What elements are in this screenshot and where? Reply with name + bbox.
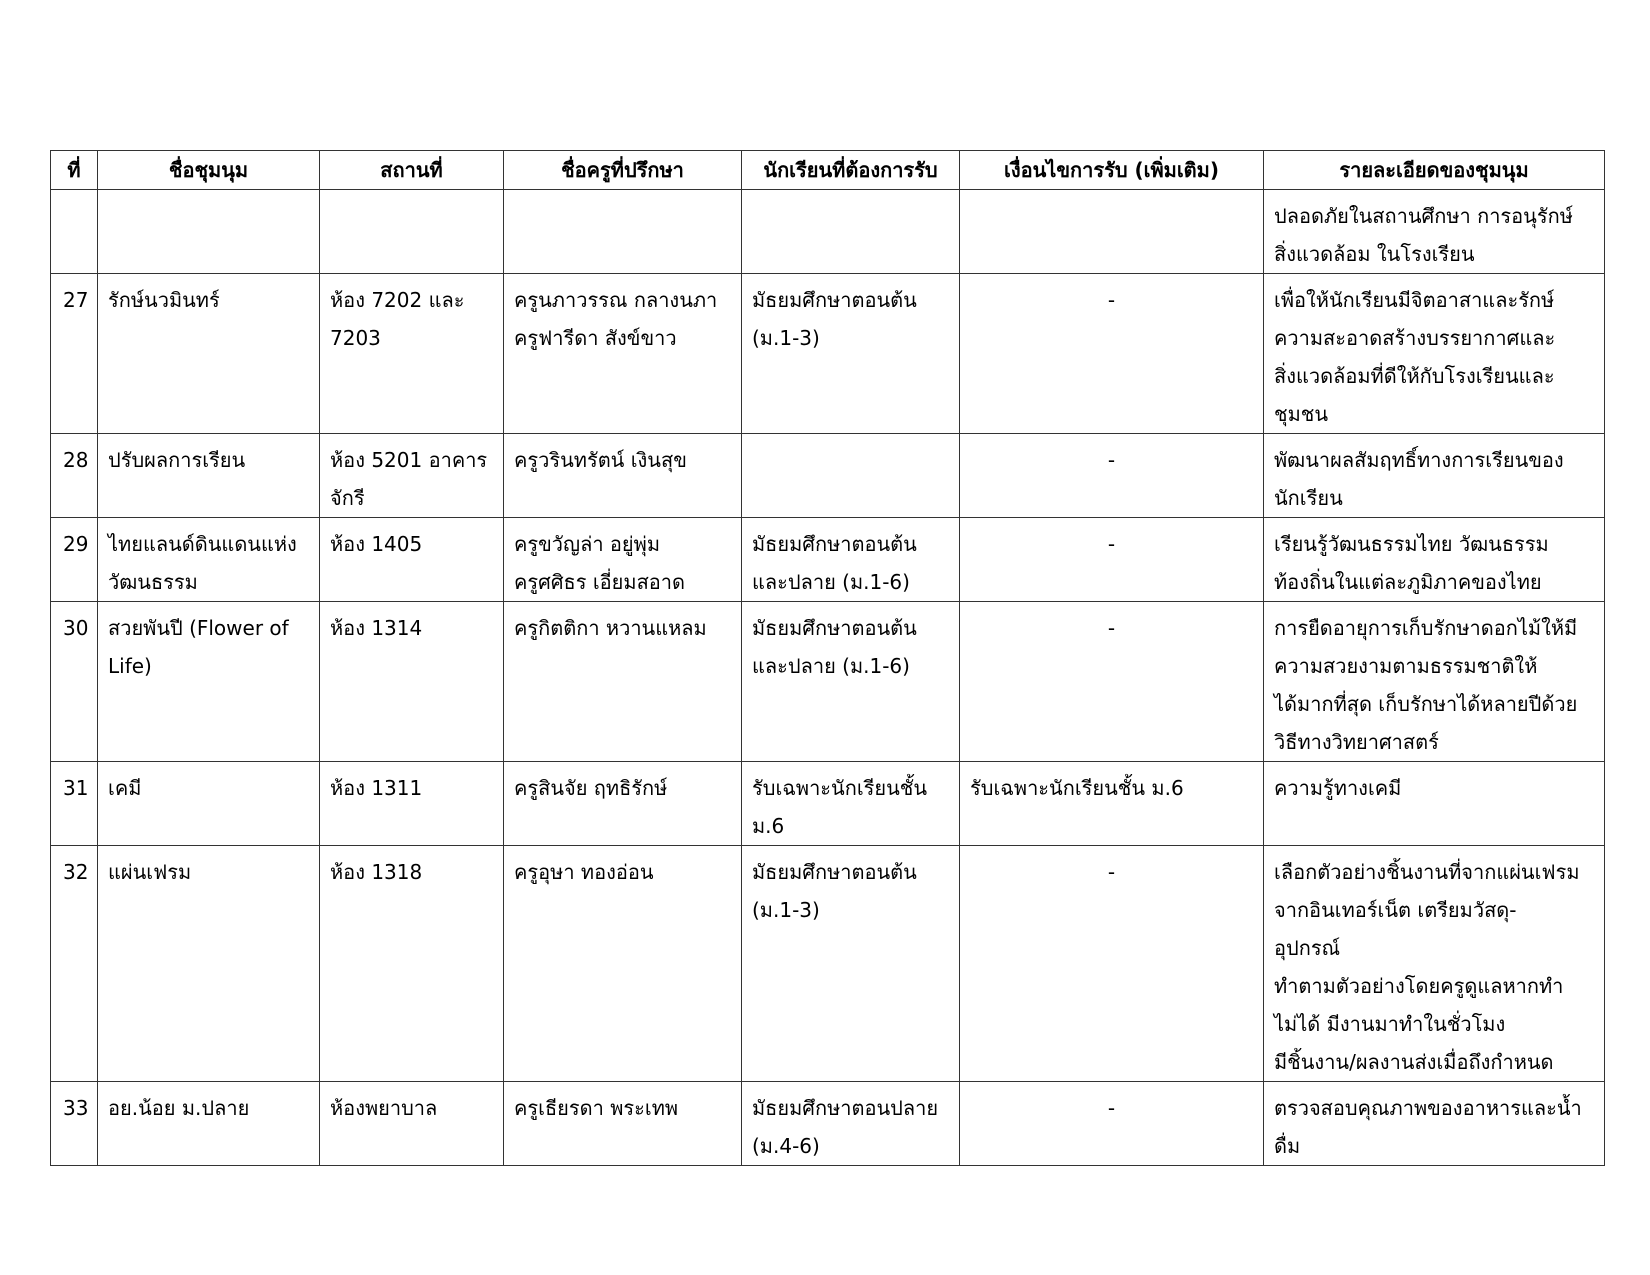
cell-line: ปรับผลการเรียน [108, 448, 246, 472]
cell-line: การยืดอายุการเก็บรักษาดอกไม้ให้มี [1274, 616, 1578, 640]
cell-advisor [504, 274, 742, 434]
cell-no: 31 [51, 762, 98, 846]
cell-no [51, 190, 98, 274]
cell-conditions: - [960, 518, 1264, 602]
cell-line: เรียนรู้วัฒนธรรมไทย วัฒนธรรม [1274, 532, 1549, 556]
cell-no: 29 [51, 518, 98, 602]
cell-line: สวยพันปี (Flower of [108, 616, 289, 640]
cell-location [320, 190, 504, 274]
cell-line: และปลาย (ม.1-6) [752, 570, 910, 594]
cell-line: ครูเธียรดา พระเทพ [514, 1096, 679, 1120]
cell-location [320, 846, 504, 1082]
cell-line: ครูวรินทรัตน์ เงินสุข [514, 448, 687, 472]
cell-details [1264, 1082, 1605, 1166]
cell-line: Life) [108, 654, 152, 678]
table-row [51, 1082, 1605, 1166]
cell-line: วัฒนธรรม [108, 570, 198, 594]
cell-details [1264, 274, 1605, 434]
cell-line: ห้อง 1314 [330, 616, 423, 640]
cell-location [320, 1082, 504, 1166]
cell-students [742, 274, 960, 434]
cell-line: อย.น้อย ม.ปลาย [108, 1096, 250, 1120]
table-row [51, 602, 1605, 762]
cell-details [1264, 602, 1605, 762]
cell-line: มีชิ้นงาน/ผลงานส่งเมื่อถึงกำหนด [1274, 1050, 1554, 1074]
cell-line: ม.6 [752, 814, 785, 838]
cell-line: แผ่นเฟรม [108, 860, 192, 884]
header-students: นักเรียนที่ต้องการรับ [742, 151, 960, 190]
cell-line: ตรวจสอบคุณภาพของอาหารและน้ำ [1274, 1096, 1582, 1120]
cell-club-name [98, 1082, 320, 1166]
cell-no: 30 [51, 602, 98, 762]
cell-line: สิ่งแวดล้อมที่ดีให้กับโรงเรียนและ [1274, 364, 1555, 388]
cell-location [320, 518, 504, 602]
cell-no: 32 [51, 846, 98, 1082]
table-row [51, 190, 1605, 274]
cell-line: ห้อง 5201 อาคาร [330, 448, 488, 472]
cell-students [742, 434, 960, 518]
cell-club-name [98, 602, 320, 762]
cell-advisor [504, 762, 742, 846]
cell-line: ครูศศิธร เอี่ยมสอาด [514, 570, 686, 594]
cell-line: ไม่ได้ มีงานมาทำในชั่วโมง [1274, 1012, 1506, 1036]
cell-no: 27 [51, 274, 98, 434]
cell-line: ครูกิตติกา หวานแหลม [514, 616, 707, 640]
cell-line: (ม.4-6) [752, 1134, 820, 1158]
cell-line: ครูขวัญล่า อยู่พุ่ม [514, 532, 661, 556]
cell-club-name [98, 846, 320, 1082]
cell-line: 7203 [330, 326, 381, 350]
cell-line: และปลาย (ม.1-6) [752, 654, 910, 678]
cell-line: เคมี [108, 776, 142, 800]
cell-line: ครูฟารีดา สังข์ขาว [514, 326, 677, 350]
table-row [51, 274, 1605, 434]
cell-line: ครูสินจัย ฤทธิรักษ์ [514, 776, 668, 800]
cell-conditions: รับเฉพาะนักเรียนชั้น ม.6 [960, 762, 1264, 846]
cell-line: ความรู้ทางเคมี [1274, 776, 1402, 800]
cell-students [742, 762, 960, 846]
cell-line: มัธยมศึกษาตอนต้น [752, 860, 917, 884]
cell-line: ได้มากที่สุด เก็บรักษาได้หลายปีด้วย [1274, 692, 1578, 716]
cell-line: (ม.1-3) [752, 898, 820, 922]
cell-advisor [504, 1082, 742, 1166]
cell-line: ห้อง 7202 และ [330, 288, 465, 312]
header-details: รายละเอียดของชุมนุม [1264, 151, 1605, 190]
cell-conditions [960, 190, 1264, 274]
cell-conditions: - [960, 602, 1264, 762]
cell-advisor [504, 846, 742, 1082]
cell-advisor [504, 602, 742, 762]
cell-line: ท้องถิ่นในแต่ละภูมิภาคของไทย [1274, 570, 1542, 594]
header-club-name: ชื่อชุมนุม [98, 151, 320, 190]
header-advisor: ชื่อครูที่ปรึกษา [504, 151, 742, 190]
cell-line: ดื่ม [1274, 1134, 1301, 1158]
club-table [50, 150, 1605, 1166]
cell-club-name [98, 762, 320, 846]
cell-line: เลือกตัวอย่างชิ้นงานที่จากแผ่นเฟรม [1274, 860, 1580, 884]
cell-conditions: - [960, 434, 1264, 518]
cell-line: ห้องพยาบาล [330, 1096, 438, 1120]
cell-line: สิ่งแวดล้อม ในโรงเรียน [1274, 242, 1475, 266]
cell-line: วิธีทางวิทยาศาสตร์ [1274, 730, 1439, 754]
cell-details [1264, 190, 1605, 274]
cell-line: ไทยแลนด์ดินแดนแห่ง [108, 532, 297, 556]
cell-students [742, 1082, 960, 1166]
cell-no: 28 [51, 434, 98, 518]
cell-line: จักรี [330, 486, 365, 510]
cell-line: ความสวยงามตามธรรมชาติให้ [1274, 654, 1538, 678]
cell-line: มัธยมศึกษาตอนปลาย [752, 1096, 939, 1120]
table-row [51, 434, 1605, 518]
cell-students [742, 190, 960, 274]
header-location: สถานที่ [320, 151, 504, 190]
cell-line: มัธยมศึกษาตอนต้น [752, 532, 917, 556]
cell-line: จากอินเทอร์เน็ต เตรียมวัสดุ- [1274, 898, 1517, 922]
header-no: ที่ [51, 151, 98, 190]
cell-line: รักษ์นวมินทร์ [108, 288, 220, 312]
cell-line: ห้อง 1318 [330, 860, 423, 884]
cell-line: มัธยมศึกษาตอนต้น [752, 616, 917, 640]
cell-line: ทำตามตัวอย่างโดยครูดูแลหากทำ [1274, 974, 1564, 998]
cell-details [1264, 518, 1605, 602]
cell-line: มัธยมศึกษาตอนต้น [752, 288, 917, 312]
table-row [51, 846, 1605, 1082]
cell-line: ห้อง 1405 [330, 532, 423, 556]
cell-advisor [504, 190, 742, 274]
cell-students [742, 518, 960, 602]
cell-conditions: - [960, 846, 1264, 1082]
cell-students [742, 846, 960, 1082]
header-conditions: เงื่อนไขการรับ (เพิ่มเติม) [960, 151, 1264, 190]
cell-line: พัฒนาผลสัมฤทธิ์ทางการเรียนของ [1274, 448, 1564, 472]
cell-club-name [98, 434, 320, 518]
cell-location [320, 274, 504, 434]
cell-conditions: - [960, 1082, 1264, 1166]
cell-line: รับเฉพาะนักเรียนชั้น [752, 776, 928, 800]
cell-line: นักเรียน [1274, 486, 1343, 510]
cell-line: (ม.1-3) [752, 326, 820, 350]
cell-line: ปลอดภัยในสถานศึกษา การอนุรักษ์ [1274, 204, 1573, 228]
cell-details [1264, 762, 1605, 846]
cell-line: ครูอุษา ทองอ่อน [514, 860, 654, 884]
cell-details [1264, 846, 1605, 1082]
cell-advisor [504, 518, 742, 602]
cell-line: ครูนภาวรรณ กลางนภา [514, 288, 718, 312]
cell-line: เพื่อให้นักเรียนมีจิตอาสาและรักษ์ [1274, 288, 1555, 312]
cell-advisor [504, 434, 742, 518]
cell-details [1264, 434, 1605, 518]
cell-line: ชุมชน [1274, 402, 1329, 426]
cell-location [320, 602, 504, 762]
cell-location [320, 762, 504, 846]
header-row [51, 151, 1605, 190]
cell-club-name [98, 274, 320, 434]
cell-location [320, 434, 504, 518]
cell-line: ความสะอาดสร้างบรรยากาศและ [1274, 326, 1556, 350]
cell-club-name [98, 190, 320, 274]
cell-conditions: - [960, 274, 1264, 434]
cell-line: ห้อง 1311 [330, 776, 423, 800]
cell-students [742, 602, 960, 762]
table-body [51, 190, 1605, 1166]
table-row [51, 762, 1605, 846]
cell-no: 33 [51, 1082, 98, 1166]
cell-line: อุปกรณ์ [1274, 936, 1341, 960]
cell-club-name [98, 518, 320, 602]
table-row [51, 518, 1605, 602]
